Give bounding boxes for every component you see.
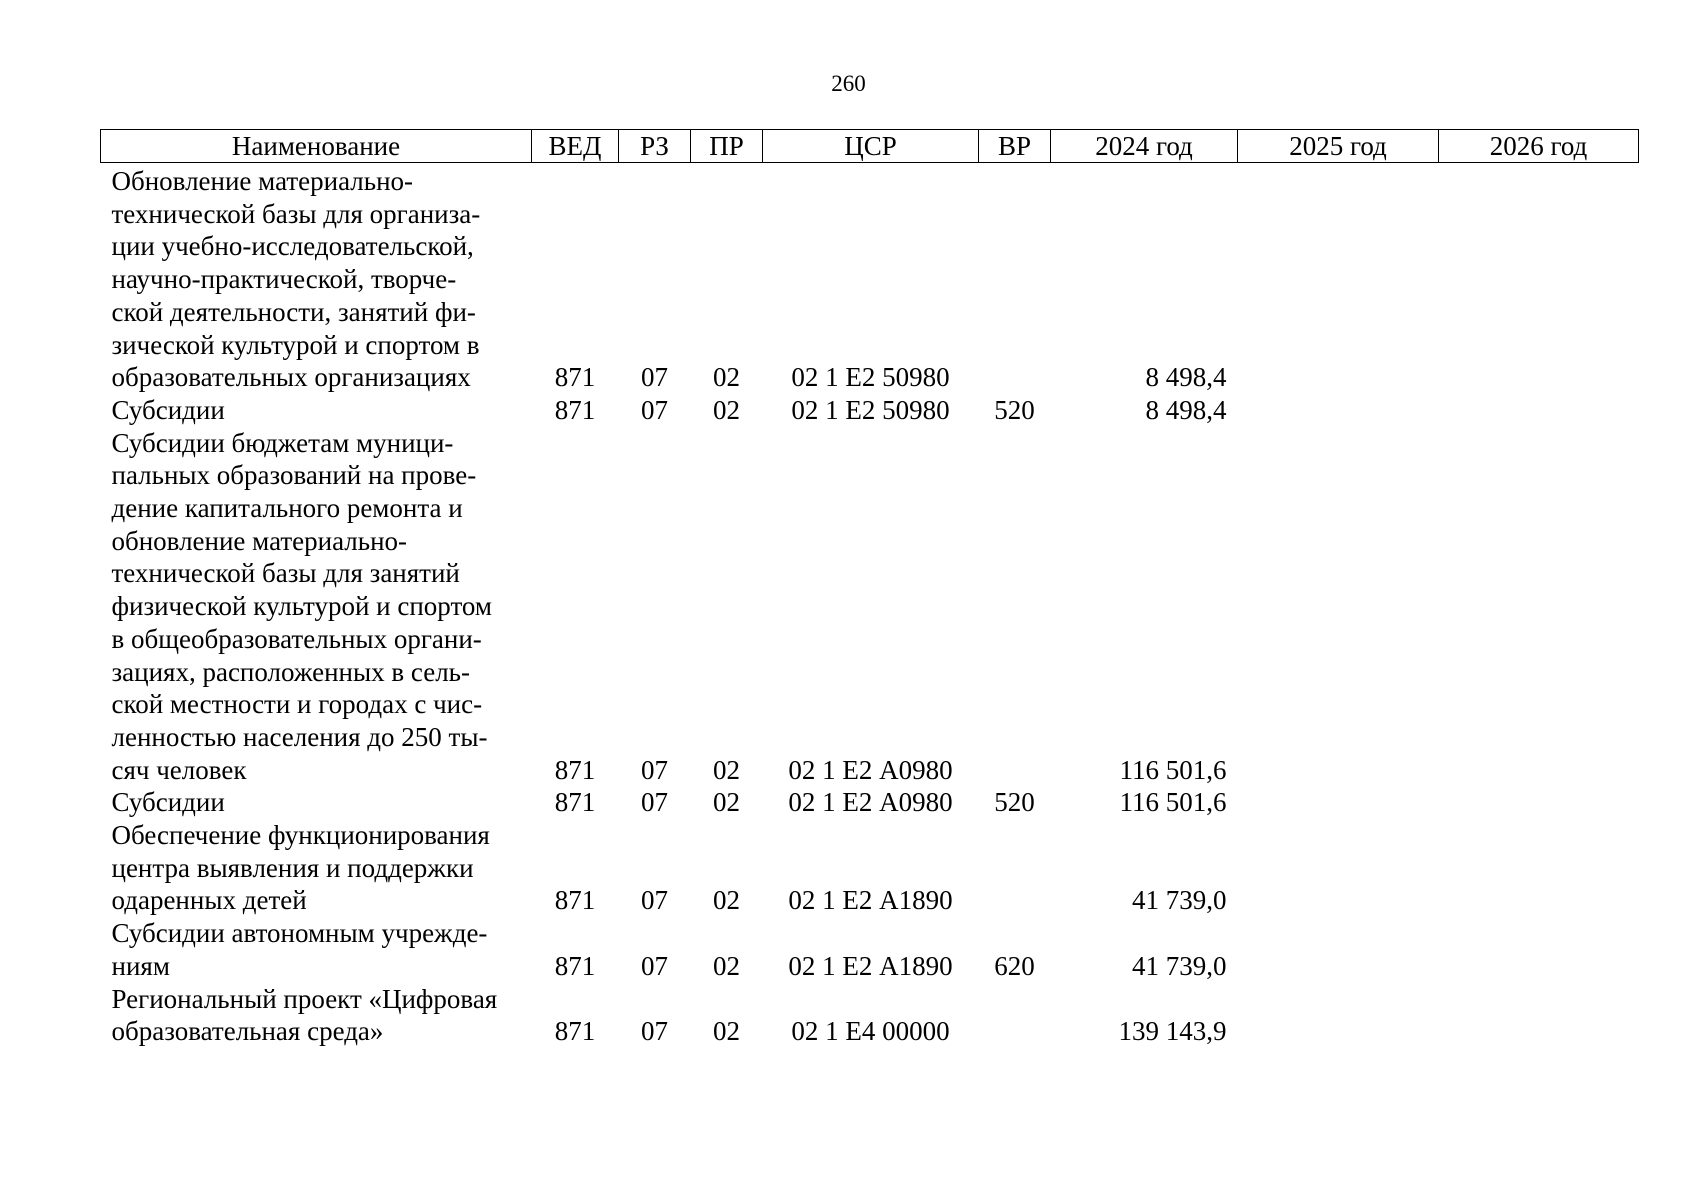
name-cell [101, 394, 532, 427]
rz-cell: 07 [641, 1016, 668, 1047]
amount-2026-cell [1439, 786, 1639, 819]
pr-cell: 02 [713, 885, 740, 916]
name-line: Обеспечение функционирования [111, 820, 490, 851]
name-line: Субсидии автономным учрежде- [111, 918, 488, 949]
name-line: Субсидии [111, 787, 225, 818]
ved-cell: 871 [554, 362, 596, 393]
name-line: ленностью населения до 250 ты- [111, 721, 488, 752]
pr-cell: 02 [713, 754, 740, 785]
name-line: центра выявления и поддержки [111, 852, 474, 883]
vr-cell [979, 983, 1051, 1048]
name-line: ниям [111, 950, 170, 981]
name-line: пальных образований на прове- [111, 460, 477, 491]
column-header-csr: ЦСР [763, 130, 979, 163]
name-line: в общеобразовательных органи- [111, 623, 482, 654]
amount-2025-cell [1238, 427, 1439, 787]
amount-2026-cell [1439, 394, 1639, 427]
name-line: ской деятельности, занятий фи- [111, 296, 476, 327]
amount-2025-cell [1238, 786, 1439, 819]
rz-cell: 07 [641, 950, 668, 981]
amount-2026-cell [1439, 819, 1639, 917]
pr-cell: 02 [713, 950, 740, 981]
amount-2024-cell: 139 143,9 [1118, 1016, 1227, 1047]
rz-cell: 07 [641, 362, 668, 393]
vr-cell: 520 [994, 394, 1035, 425]
amount-2024-cell: 41 739,0 [1132, 885, 1227, 916]
column-header-2024: 2024 год [1051, 130, 1238, 163]
table-row [101, 917, 1639, 982]
name-cell [101, 163, 532, 394]
csr-cell: 02 1 Е4 00000 [791, 1016, 950, 1047]
rz-cell: 07 [641, 885, 668, 916]
amount-2024-cell: 8 498,4 [1145, 394, 1227, 425]
budget-table [100, 129, 1639, 1048]
amount-2026-cell [1439, 917, 1639, 982]
ved-cell: 871 [554, 1016, 596, 1047]
vr-cell [979, 427, 1051, 787]
ved-cell: 871 [554, 754, 596, 785]
column-header-rz: РЗ [619, 130, 691, 163]
table-header-row [101, 130, 1639, 163]
amount-2025-cell [1238, 983, 1439, 1048]
table-row [101, 394, 1639, 427]
name-cell [101, 917, 532, 982]
table-row [101, 786, 1639, 819]
table-body [101, 163, 1639, 1048]
amount-2026-cell [1439, 163, 1639, 394]
amount-2024-cell: 41 739,0 [1132, 950, 1227, 981]
name-line: обновление материально- [111, 525, 408, 556]
amount-2024-cell: 116 501,6 [1119, 787, 1227, 818]
name-line: образовательных организациях [111, 362, 471, 393]
name-cell [101, 427, 532, 787]
csr-cell: 02 1 Е2 А1890 [788, 950, 953, 981]
column-header-pr: ПР [691, 130, 763, 163]
table-row [101, 427, 1639, 787]
amount-2024-cell: 8 498,4 [1145, 362, 1227, 393]
amount-2025-cell [1238, 819, 1439, 917]
name-line: Региональный проект «Цифровая [111, 983, 498, 1014]
name-line: Субсидии бюджетам муници- [111, 427, 454, 458]
amount-2025-cell [1238, 394, 1439, 427]
csr-cell: 02 1 Е2 50980 [791, 362, 950, 393]
vr-cell: 520 [994, 787, 1035, 818]
column-header-2025: 2025 год [1238, 130, 1439, 163]
name-line: зациях, расположенных в сель- [111, 656, 470, 687]
page-number: 260 [831, 71, 866, 96]
name-line: дение капитального ремонта и [111, 493, 463, 524]
csr-cell: 02 1 Е2 50980 [791, 394, 950, 425]
ved-cell: 871 [554, 787, 596, 818]
name-line: образовательная среда» [111, 1016, 384, 1047]
name-line: технической базы для занятий [111, 558, 460, 589]
csr-cell: 02 1 Е2 А0980 [788, 787, 953, 818]
column-header-name: Наименование [101, 130, 532, 163]
name-line: сяч человек [111, 754, 247, 785]
amount-2026-cell [1439, 983, 1639, 1048]
name-line: технической базы для организа- [111, 198, 481, 229]
amount-2024-cell: 116 501,6 [1119, 754, 1227, 785]
rz-cell: 07 [641, 394, 668, 425]
name-line: физической культурой и спортом [111, 591, 492, 622]
amount-2025-cell [1238, 163, 1439, 394]
vr-cell [979, 163, 1051, 394]
name-cell [101, 786, 532, 819]
pr-cell: 02 [713, 1016, 740, 1047]
rz-cell: 07 [641, 754, 668, 785]
name-line: Обновление материально- [111, 166, 414, 196]
table-row [101, 819, 1639, 917]
name-line: одаренных детей [111, 885, 307, 916]
name-line: ции учебно-исследовательской, [111, 231, 474, 262]
name-cell [101, 983, 532, 1048]
ved-cell: 871 [554, 394, 596, 425]
column-header-2026: 2026 год [1439, 130, 1639, 163]
table-row [101, 163, 1639, 394]
pr-cell: 02 [713, 394, 740, 425]
vr-cell: 620 [994, 950, 1035, 981]
ved-cell: 871 [554, 885, 596, 916]
name-line: Субсидии [111, 394, 225, 425]
name-line: научно-практической, творче- [111, 264, 457, 295]
amount-2025-cell [1238, 917, 1439, 982]
csr-cell: 02 1 Е2 А0980 [788, 754, 953, 785]
pr-cell: 02 [713, 787, 740, 818]
rz-cell: 07 [641, 787, 668, 818]
column-header-ved: ВЕД [532, 130, 619, 163]
ved-cell: 871 [554, 950, 596, 981]
amount-2026-cell [1439, 427, 1639, 787]
table-row [101, 983, 1639, 1048]
vr-cell [979, 819, 1051, 917]
pr-cell: 02 [713, 362, 740, 393]
csr-cell: 02 1 Е2 А1890 [788, 885, 953, 916]
name-line: зической культурой и спортом в [111, 329, 480, 360]
name-line: ской местности и городах с чис- [111, 689, 483, 720]
name-cell [101, 819, 532, 917]
column-header-vr: ВР [979, 130, 1051, 163]
